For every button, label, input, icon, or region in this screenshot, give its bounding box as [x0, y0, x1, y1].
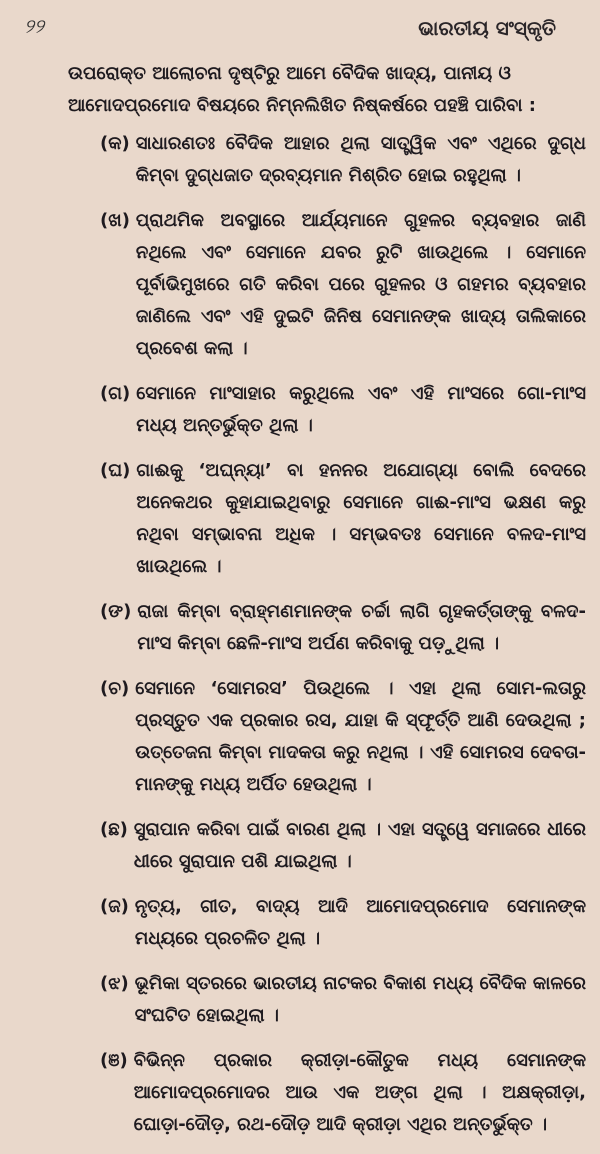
item-marker: (ଜ) [100, 896, 129, 917]
list-item [100, 205, 586, 365]
item-marker: (ଛ) [100, 819, 128, 840]
list-item [100, 1045, 586, 1141]
list-item [100, 596, 586, 660]
list-item [100, 455, 586, 583]
conclusion-list [100, 128, 586, 1154]
item-text: ରାଜା କିମ୍ବା ବ୍ରାହ୍ମଣମାନଙ୍କ ଚର୍ଚ୍ଚା ଲାଗି ଗୃହକର୍ତ୍ତାଙ୍କୁ ବଳଦ-ମାଂସ କିମ୍ବା ଛେଳି-ମାଂସ ଅର୍ପଣ କରିବାକୁ ପଡ଼ୁଥିଲା । [137, 601, 586, 654]
item-marker: (କ) [100, 133, 130, 154]
item-text: ଗାଈକୁ ‘ଅଘ୍ନ୍ୟା’ ବା ହନନର ଅଯୋଗ୍ୟା ବୋଲି ବେଦରେ ଅନେକଥର କୁହାଯାଇଥିବାରୁ ସେମାନେ ଗାଈ-ମାଂସ ଭକ୍ଷଣ କରୁ ନଥିବା ସମ୍ଭାବନା ଅଧିକ । ସମ୍ଭବତଃ ସେମାନେ ବଳଦ-ମାଂସ ଖାଉଥିଲେ । [136, 460, 586, 577]
intro-paragraph: ଉପରୋକ୍ତ ଆଲୋଚନା ଦୃଷ୍ଟିରୁ ଆମେ ବୈଦିକ ଖାଦ୍ୟ, ପାନୀୟ ଓ ଆମୋଦପ୍ରମୋଦ ବିଷୟରେ ନିମ୍ନଲିଖିତ ନିଷ୍କର୍ଷରେ ପହଞ୍ଚି ପାରିବା : [68, 63, 536, 116]
list-item [100, 673, 586, 801]
list-item [100, 814, 586, 878]
item-text: ସେମାନେ ମାଂସାହାର କରୁଥିଲେ ଏବଂ ଏହି ମାଂସରେ ଗୋ-ମାଂସ ମଧ୍ୟ ଅନ୍ତର୍ଭୁକ୍ତ ଥିଲା । [136, 383, 586, 436]
running-title: ଭାରତୀୟ ସଂସ୍କୃତି [418, 16, 556, 40]
item-marker: (ଘ) [100, 460, 131, 481]
list-item [100, 891, 586, 955]
item-text: ବିଭିନ୍ନ ପ୍ରକାର କ୍ରୀଡ଼ା-କୌତୁକ ମଧ୍ୟ ସେମାନଙ୍କ ଆମୋଦପ୍ରମୋଦର ଆଉ ଏକ ଅଙ୍ଗ ଥିଲା । ଅକ୍ଷକ୍ରୀଡ଼ା, ଘୋଡ଼ା-ଦୌଡ଼, ରଥ-ଦୌଡ଼ ଆଦି କ୍ରୀଡ଼ା ଏଥିର ଅନ୍ତର୍ଭୁକ୍ତ । [133, 1050, 586, 1135]
item-text: ନୃତ୍ୟ, ଗୀତ, ବାଦ୍ୟ ଆଦି ଆମୋଦପ୍ରମୋଦ ସେମାନଙ୍କ ମଧ୍ୟରେ ପ୍ରଚଳିତ ଥିଲା । [134, 896, 586, 949]
item-marker: (ଝ) [100, 973, 129, 994]
page-number: ୨୨ [24, 14, 44, 38]
item-text: ପ୍ରାଥମିକ ଅବସ୍ଥାରେ ଆର୍ଯ୍ୟମାନେ ଗୁହଳର ବ୍ୟବହାର ଜାଣି ନଥିଲେ ଏବଂ ସେମାନେ ଯବର ରୁଟି ଖାଉଥିଲେ । ସେମାନେ ପୂର୍ବାଭିମୁଖରେ ଗତି କରିବା ପରେ ଗୁହଳର ଓ ଗହମର ବ୍ୟବହାର ଜାଣିଲେ ଏବଂ ଏହି ଦୁଇଟି ଜିନିଷ ସେମାନଙ୍କ ଖାଦ୍ୟ ତାଲିକାରେ ପ୍ରବେଶ କଲା । [135, 210, 586, 359]
item-marker: (ଗ) [100, 383, 131, 404]
item-marker: (ଖ) [100, 210, 130, 231]
item-marker: (ଚ) [100, 678, 130, 699]
item-text: ସେମାନେ ‘ସୋମରସ’ ପିଉଥିଲେ । ଏହା ଥିଲା ସୋମ-ଲତାରୁ ପ୍ରସ୍ତୁତ ଏକ ପ୍ରକାର ରସ, ଯାହା କି ସ୍ଫୂର୍ତ୍ତି ଆଣି ଦେଉଥିଲା ; ଉତ୍ତେଜନା କିମ୍ବା ମାଦକତା କରୁ ନଥିଲା । ଏହି ସୋମରସ ଦେବତା-ମାନଙ୍କୁ ମଧ୍ୟ ଅର୍ପିତ ହେଉଥିଲା । [135, 678, 586, 795]
list-item [100, 968, 586, 1032]
item-marker: (ଙ) [100, 601, 132, 622]
item-text: ସାଧାରଣତଃ ବୈଦିକ ଆହାର ଥିଲା ସାତ୍ତ୍ୱିକ ଏବଂ ଏଥିରେ ଦୁଗ୍ଧ କିମ୍ବା ଦୁଗ୍ଧଜାତ ଦ୍ରବ୍ୟମାନ ମିଶ୍ରିତ ହୋଇ ରହୁଥିଲା । [135, 133, 586, 186]
item-marker: (ଞ) [100, 1050, 128, 1071]
item-text: ଭୂମିକା ସ୍ତରରେ ଭାରତୀୟ ନାଟକର ବିକାଶ ମଧ୍ୟ ବୈଦିକ କାଳରେ ସଂଘଟିତ ହୋଇଥିଲା । [134, 973, 586, 1026]
item-text: ସୁରାପାନ କରିବା ପାଇଁ ବାରଣ ଥିଲା । ଏହା ସତ୍ତ୍ୱେ ସମାଜରେ ଧୀରେ ଧୀରେ ସୁରାପାନ ପଶି ଯାଇଥିଲା । [133, 819, 586, 872]
list-item [100, 128, 586, 192]
list-item [100, 378, 586, 442]
